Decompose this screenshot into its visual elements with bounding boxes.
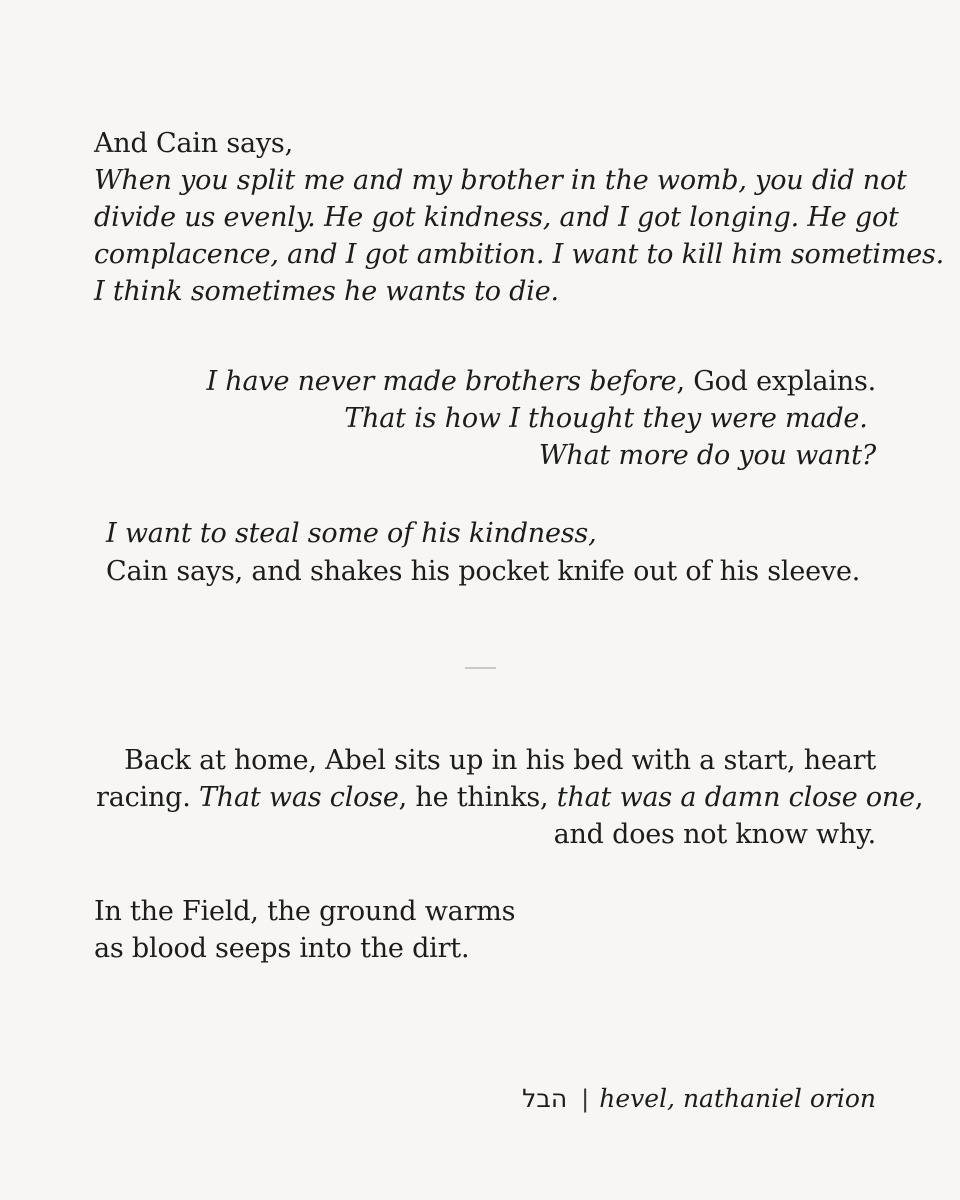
stanza-cain-speaks — [94, 125, 945, 310]
poem-line: In the Field, the ground warms — [94, 896, 516, 927]
poem-line — [176, 437, 876, 474]
poem-line-roman: , God explains. — [676, 366, 876, 397]
poem-line: Back at home, Abel sits up in his bed with a start, heart — [124, 745, 876, 776]
stanza-abel-wakes — [96, 742, 924, 853]
signature — [522, 1081, 876, 1117]
poem-line — [176, 363, 876, 400]
stanza-intro: And Cain says, — [94, 128, 293, 159]
poem-line-italic: that was a damn close one — [556, 782, 915, 813]
poem-line: divide us evenly. He got kindness, and I got longing. He got — [94, 202, 899, 233]
section-divider — [465, 667, 496, 669]
poem-line-roman: , — [914, 782, 924, 813]
stanza-god-explains — [176, 363, 876, 474]
poem-line: Cain says, and shakes his pocket knife out of his sleeve. — [106, 556, 861, 587]
poem-line: I think sometimes he wants to die. — [94, 276, 559, 307]
poem-line: and does not know why. — [553, 819, 876, 850]
poem-line-italic: That is how I thought they were made. — [344, 403, 868, 434]
poem-line-roman: , he thinks, — [398, 782, 557, 813]
stanza-steal-kindness — [106, 515, 886, 590]
poem-line: When you split me and my brother in the womb, you did not — [94, 165, 907, 196]
signature-separator: | — [581, 1085, 590, 1113]
poem-line-italic: What more do you want? — [538, 440, 876, 471]
poem-line-italic: I have never made brothers before — [206, 366, 677, 397]
hebrew-title: הבל — [522, 1084, 568, 1113]
poem-line: I want to steal some of his kindness, — [106, 518, 597, 549]
poem-line-italic: That was close — [199, 782, 399, 813]
stanza-field — [94, 893, 694, 967]
poem-line — [176, 400, 876, 437]
poem-line: complacence, and I got ambition. I want to kill him sometimes. — [94, 239, 945, 270]
poem-line: as blood seeps into the dirt. — [94, 933, 470, 964]
poem-line-roman: racing. — [96, 782, 199, 813]
author-credit: hevel, nathaniel orion — [599, 1084, 876, 1113]
poem-line — [96, 779, 924, 816]
